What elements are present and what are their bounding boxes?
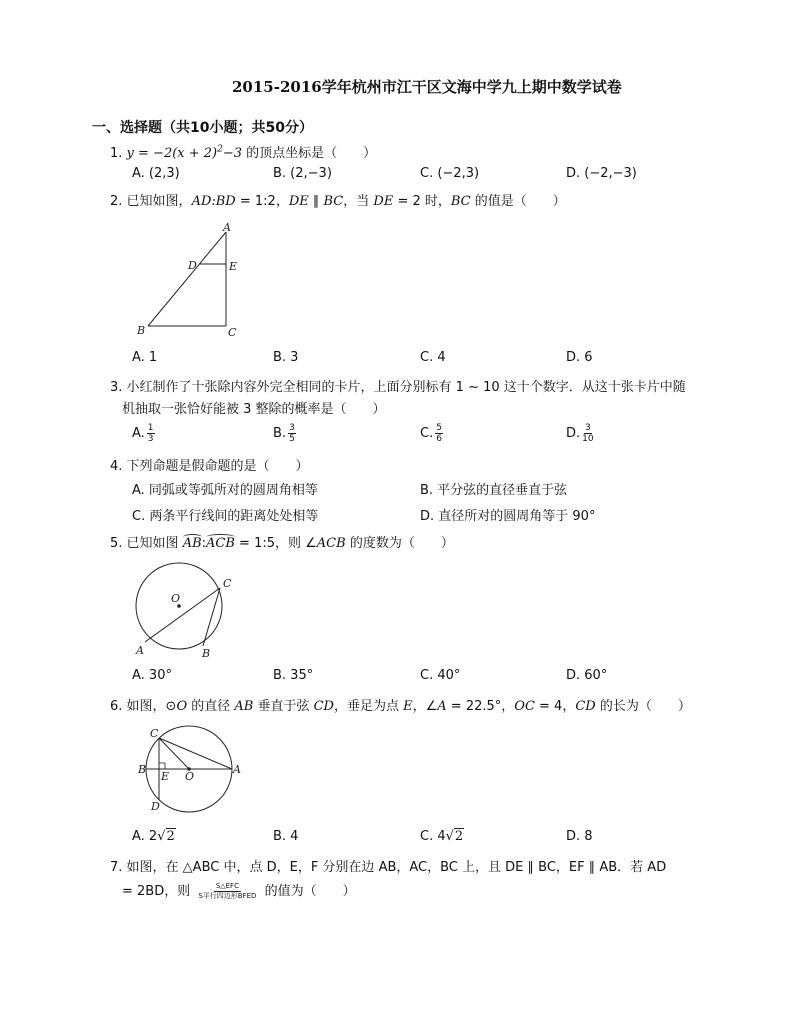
option-b[interactable]: B. $\frac{3}{5}$: [273, 423, 295, 444]
point-label: O: [171, 592, 181, 605]
option-a[interactable]: A. 2√2: [132, 829, 175, 844]
question-5: 5. 已知如图 AB:ACB = 1:5，则 ∠ACB 的度数为（ ）: [110, 536, 454, 551]
point-label: A: [223, 221, 231, 234]
arc-ab: AB: [182, 536, 202, 551]
question-text: 如图，在 △ABC 中，点 D，E，F 分别在边 AB，AC，BC 上，且 DE ∥ BC，EF ∥ AB．若 AD: [126, 860, 667, 875]
option-a[interactable]: A. 30°: [132, 668, 172, 683]
point-label: B: [138, 763, 147, 776]
option-d[interactable]: D. 8: [566, 829, 593, 844]
question-number: 3.: [110, 380, 123, 395]
question-number: 1.: [110, 146, 123, 161]
option-b[interactable]: B. (2,−3): [273, 166, 332, 181]
question-4: [110, 455, 309, 474]
point-label: C: [223, 577, 232, 590]
question-text: 下列命题是假命题的是（ ）: [126, 459, 309, 474]
question-number: 2.: [110, 194, 123, 209]
point-label: C: [150, 727, 159, 740]
option-c[interactable]: C. $\frac{5}{6}$: [420, 423, 442, 444]
point-label: D: [151, 800, 160, 813]
point-label: E: [161, 770, 170, 783]
option-d[interactable]: D. 直径所对的圆周角等于 90°: [420, 509, 596, 524]
option-c[interactable]: C. 两条平行线间的距离处处相等: [132, 509, 319, 524]
option-c[interactable]: C. 4: [420, 350, 446, 365]
option-d[interactable]: D. 60°: [566, 668, 608, 683]
option-c[interactable]: C. 40°: [420, 668, 461, 683]
option-a[interactable]: A. (2,3): [132, 166, 180, 181]
point-label: B: [202, 647, 211, 660]
point-label: C: [228, 326, 237, 339]
option-b[interactable]: B. 3: [273, 350, 299, 365]
point-label: E: [229, 260, 238, 273]
point-label: O: [185, 770, 195, 783]
circle-figure: [125, 560, 245, 660]
arc-acb: ACB: [206, 536, 235, 551]
option-b[interactable]: B. 平分弦的直径垂直于弦: [420, 483, 568, 498]
question-number: 5.: [110, 536, 123, 551]
point-label: A: [136, 644, 144, 657]
question-number: 6.: [110, 699, 123, 714]
question-text: 的顶点坐标是（ ）: [242, 146, 377, 161]
question-7: [110, 856, 666, 875]
area-ratio-fraction: S△EFC S平行四边形BFED: [198, 882, 257, 900]
section-header: 一、选择题（共10小题；共50分）: [92, 120, 313, 136]
option-b[interactable]: B. 35°: [273, 668, 314, 683]
question-3: [110, 376, 686, 395]
option-b[interactable]: B. 4: [273, 829, 299, 844]
option-a[interactable]: A. 同弧或等弧所对的圆周角相等: [132, 483, 318, 498]
question-text: 小红制作了十张除内容外完全相同的卡片，上面分别标有 1 ~ 10 这十个数字．从这十张卡片中随: [126, 380, 686, 395]
option-a[interactable]: A. 1: [132, 350, 158, 365]
question-3-line2: 机抽取一张恰好能被 3 整除的概率是（ ）: [122, 402, 386, 417]
triangle-figure: [130, 220, 250, 345]
option-c[interactable]: C. (−2,3): [420, 166, 480, 181]
point-label: A: [233, 763, 241, 776]
question-number: 4.: [110, 459, 123, 474]
circle-chord-figure: [135, 725, 247, 815]
question-1: [110, 142, 376, 161]
question-7-line2: = 2BD，则 S△EFC S平行四边形BFED 的值为（ ）: [122, 882, 356, 900]
question-6: 6. 如图，⊙O 的直径 AB 垂直于弦 CD，垂足为点 E，∠A = 22.5°，OC = 4，CD 的长为（ ）: [110, 699, 691, 714]
point-label: B: [137, 324, 146, 337]
option-a[interactable]: A. $\frac{1}{3}$: [132, 423, 154, 444]
option-c[interactable]: C. 4√2: [420, 829, 464, 844]
question-2: 2. 已知如图，AD:BD = 1:2，DE ∥ BC，当 DE = 2 时，BC 的值是（ ）: [110, 194, 566, 209]
math-expression: $y = -2(x + 2)^2-3$: [126, 144, 243, 161]
point-label: D: [188, 259, 197, 272]
page-title: 2015-2016学年杭州市江干区文海中学九上期中数学试卷: [232, 78, 622, 96]
question-number: 7.: [110, 860, 123, 875]
option-d[interactable]: D. $\frac{3}{10}$: [566, 423, 594, 444]
option-d[interactable]: D. (−2,−3): [566, 166, 637, 181]
option-d[interactable]: D. 6: [566, 350, 593, 365]
